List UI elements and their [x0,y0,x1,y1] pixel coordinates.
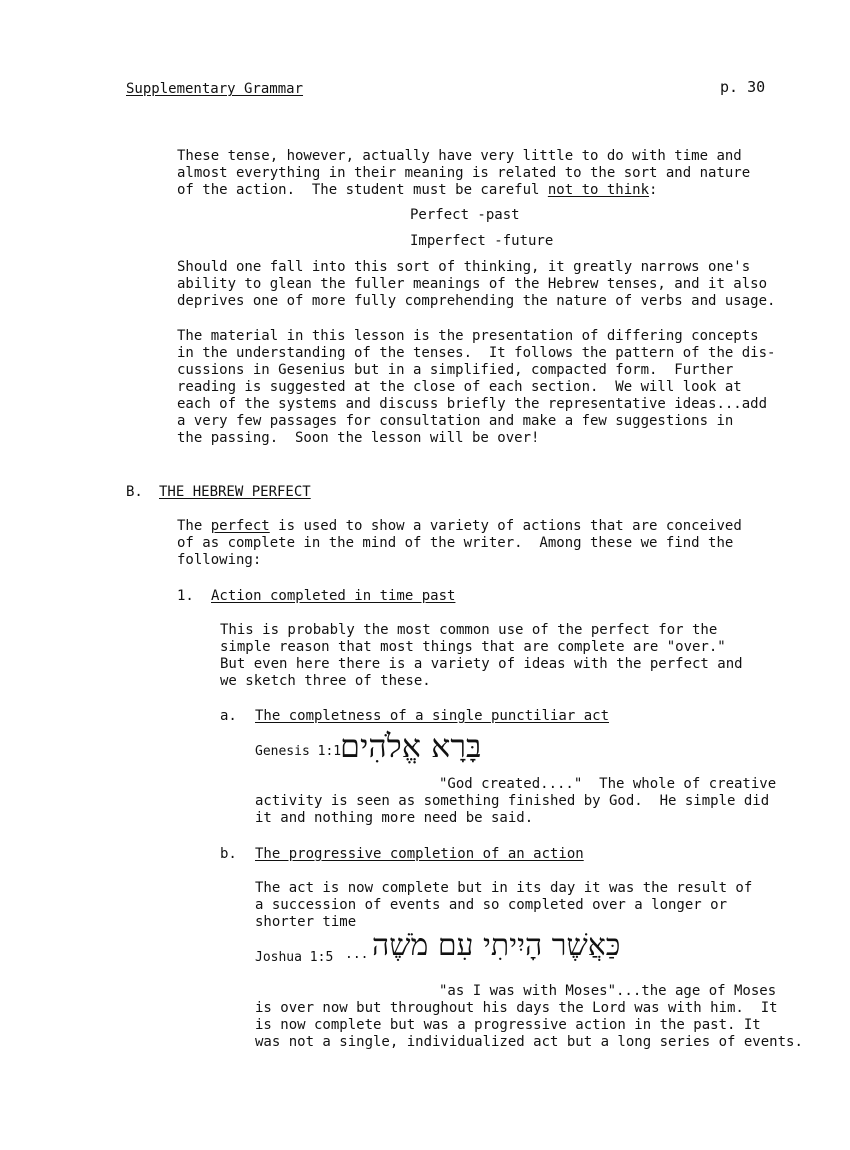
text-line: we sketch three of these. [220,673,431,689]
scripture-reference: Genesis 1:1 [255,744,342,759]
text-line: of as complete in the mind of the writer. Among these we find the [177,535,734,551]
text-line: almost everything in their meaning is related to the sort and nature [177,165,751,181]
text-line: is over now but throughout his days the Lord was with him. It [255,1000,778,1016]
text-line: But even here there is a variety of ideas with the perfect and [220,656,743,672]
text-line: reading is suggested at the close of each section. We will look at [177,379,742,395]
subitem-marker: a. [220,708,237,724]
section-marker: B. [126,484,143,500]
text-line: it and nothing more need be said. [255,810,534,826]
text-line: is now complete but was a progressive action in the past. It [255,1017,761,1033]
text-line: following: [177,552,262,568]
scripture-reference: Joshua 1:5 [255,950,334,965]
text-run: The [177,518,211,534]
text-line: a succession of events and so completed over a longer or [255,897,728,913]
text-line: The material in this lesson is the presentation of differing concepts [177,328,759,344]
text-line: Should one fall into this sort of thinking, it greatly narrows one's [177,259,751,275]
hebrew-text: כַּאֲשֶׁר הָיִיתִי עִם מֹשֶׁה [372,928,621,963]
text-line [177,518,742,535]
text-line: was not a single, individualized act but a long series of events. [255,1034,803,1050]
text-line: the passing. Soon the lesson will be over! [177,430,540,446]
text-line: shorter time [255,914,357,930]
subitem-heading: The progressive completion of an action [255,846,584,862]
text-run: of the action. The student must be careful [177,182,548,198]
hebrew-text: בָּרָא אֱלֹהִים [340,727,482,765]
section-heading: THE HEBREW PERFECT [159,484,311,500]
subitem-heading: The completness of a single punctiliar act [255,708,610,724]
text-line: simple reason that most things that are complete are "over." [220,639,726,655]
text-line: a very few passages for consultation and make a few suggestions in [177,413,734,429]
text-line: each of the systems and discuss briefly the representative ideas...add [177,396,768,412]
running-title: Supplementary Grammar [126,81,304,97]
text-line: activity is seen as something finished by God. He simple did [255,793,770,809]
centered-line-imperfect: Imperfect -future [410,233,554,249]
text-line [177,182,657,199]
text-line: "as I was with Moses"...the age of Moses [439,983,777,999]
text-line: This is probably the most common use of the perfect for the [220,622,718,638]
subitem-marker: b. [220,846,237,862]
page-number: p. 30 [720,78,766,96]
text-line: cussions in Gesenius but in a simplified, compacted form. Further [177,362,734,378]
emphasis-perfect: perfect [210,518,270,534]
text-line: ability to glean the fuller meanings of the Hebrew tenses, and it also [177,276,768,292]
centered-line-perfect: Perfect -past [410,207,520,223]
emphasis-not-to-think: not to think [547,182,650,198]
text-line: in the understanding of the tenses. It follows the pattern of the dis- [177,345,776,361]
ellipsis: ... [345,947,369,962]
text-run: is used to show a variety of actions that are conceived [269,518,742,534]
text-line: These tense, however, actually have very little to do with time and [177,148,742,164]
text-line: deprives one of more fully comprehending the nature of verbs and usage. [177,293,776,309]
text-run: : [649,182,658,198]
text-line: The act is now complete but in its day it was the result of [255,880,753,896]
text-line: "God created...." The whole of creative [439,776,777,792]
item-marker: 1. [177,588,194,604]
item-heading: Action completed in time past [211,588,456,604]
